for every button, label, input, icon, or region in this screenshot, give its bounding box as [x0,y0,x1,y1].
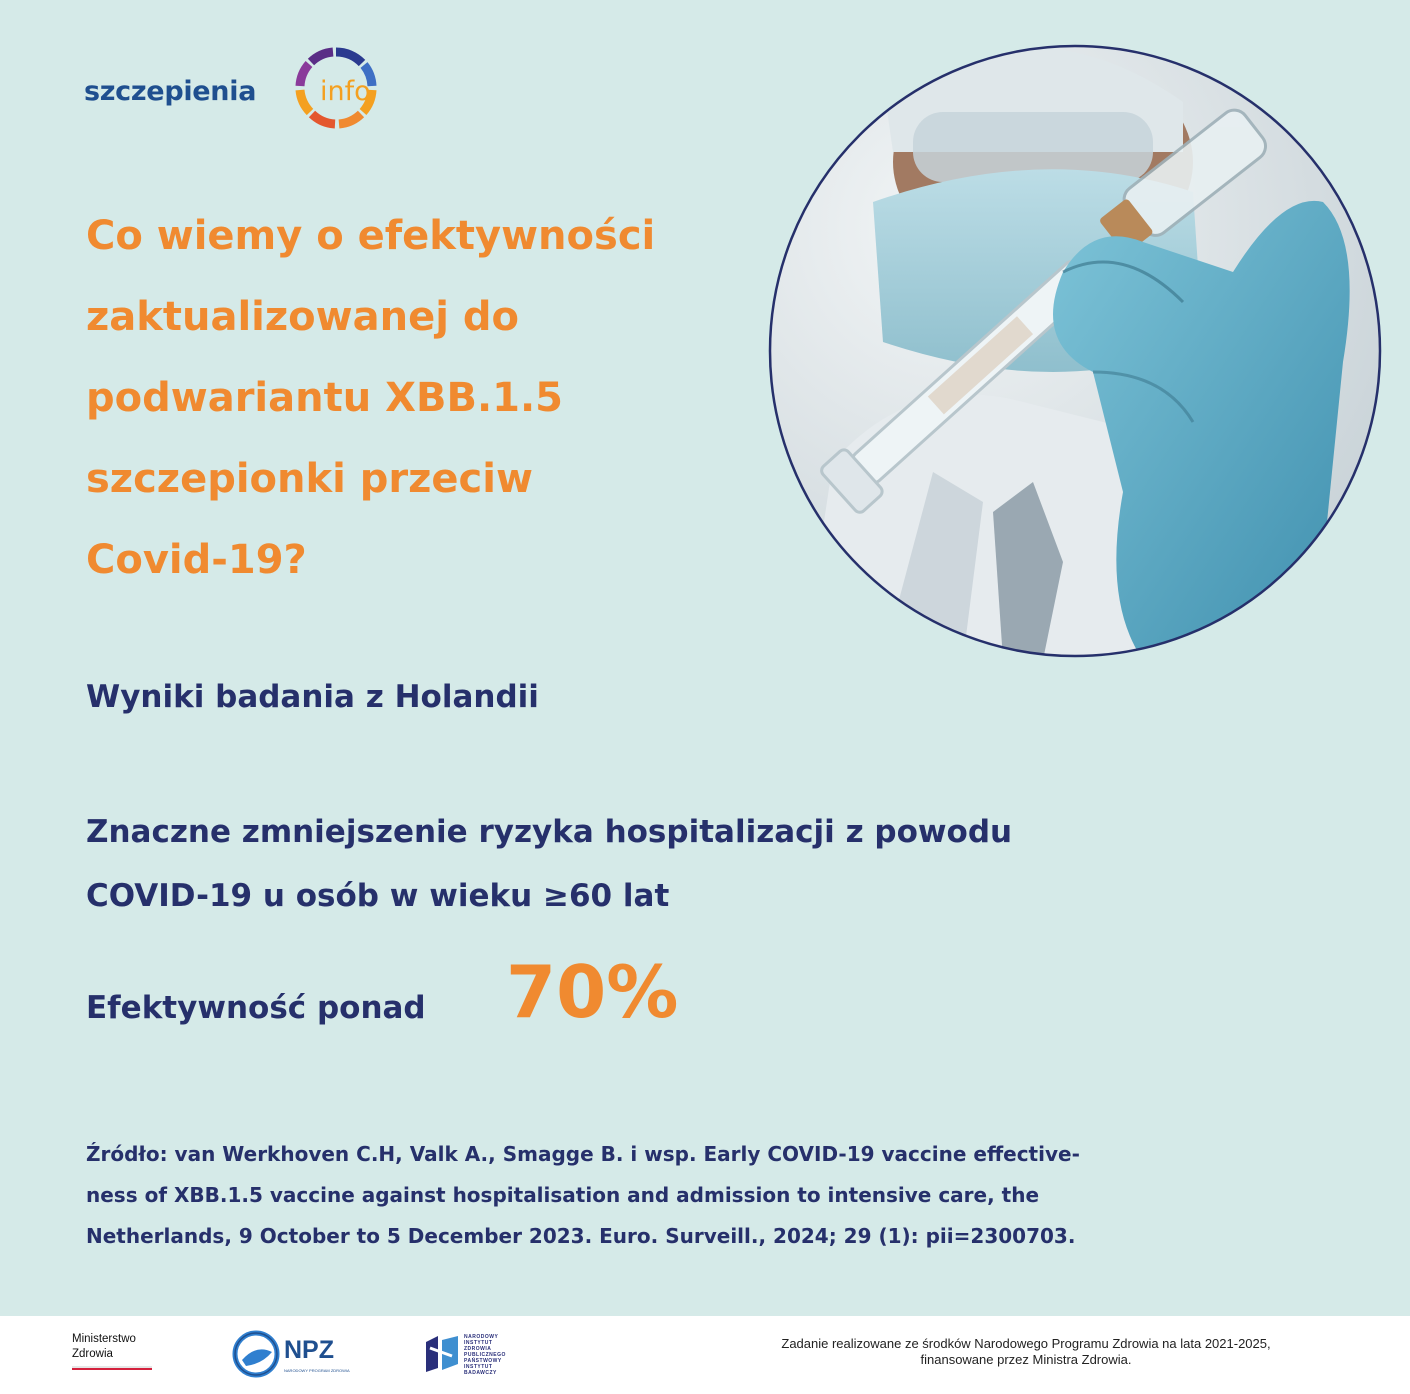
nizp-logo [424,1330,524,1382]
logo-info-text: info [320,76,371,107]
ministry-logo [72,1332,156,1370]
title-line: zaktualizowanej do [86,294,519,340]
main-title [86,196,766,601]
source-line: Netherlands, 9 October to 5 December 2023. Euro. Surveill., 2024; 29 (1): pii=2300703. [86,1224,1076,1248]
source-line: ness of XBB.1.5 vaccine against hospitalisation and admission to intensive care, the [86,1183,1040,1207]
ministry-line: Ministerstwo [72,1333,136,1345]
credit-line: finansowane przez Ministra Zdrowia. [920,1352,1132,1367]
nizp-emblem-icon [424,1334,460,1374]
finding-line: COVID-19 u osób w wieku ≥60 lat [86,878,670,914]
nizp-line: PAŃSTWOWY INSTYTUT [464,1358,502,1370]
funding-credit [726,1336,1326,1368]
title-line: Covid-19? [86,537,307,583]
logo-wordmark: szczepienia [84,76,257,107]
title-line: szczepionki przeciw [86,456,533,502]
study-heading: Wyniki badania z Holandii [86,679,539,715]
nizp-line: BADAWCZY [464,1370,497,1376]
source-line: Źródło: van Werkhoven C.H, Valk A., Smagge B. i wsp. Early COVID-19 vaccine effective- [86,1142,1080,1166]
ministry-line: Zdrowia [72,1348,113,1360]
nizp-line: INSTYTUT [464,1340,493,1346]
nizp-text [464,1334,524,1376]
finding-line: Znaczne zmniejszenie ryzyka hospitalizacji z powodu [86,814,1013,850]
effectiveness-label: Efektywność ponad [86,990,426,1026]
npz-subtitle: NARODOWY PROGRAM ZDROWIA [284,1368,350,1373]
npz-label: NPZ [284,1336,334,1364]
nizp-line: PUBLICZNEGO [464,1352,506,1358]
vaccine-photo [763,42,1387,660]
nizp-line: NARODOWY [464,1334,499,1340]
title-line: Co wiemy o efektywności [86,213,656,259]
footer-bar [0,1316,1410,1394]
npz-logo [232,1330,362,1380]
effectiveness-value: 70% [506,950,679,1034]
title-line: podwariantu XBB.1.5 [86,375,563,421]
polish-flag-icon [72,1366,152,1370]
source-citation [86,1134,1316,1257]
study-finding [86,800,1286,928]
npz-globe-icon [232,1330,280,1378]
credit-line: Zadanie realizowane ze środków Narodowego Programu Zdrowia na lata 2021-2025, [781,1336,1271,1351]
nizp-line: ZDROWIA [464,1346,492,1352]
szczepienia-info-logo [84,46,404,136]
